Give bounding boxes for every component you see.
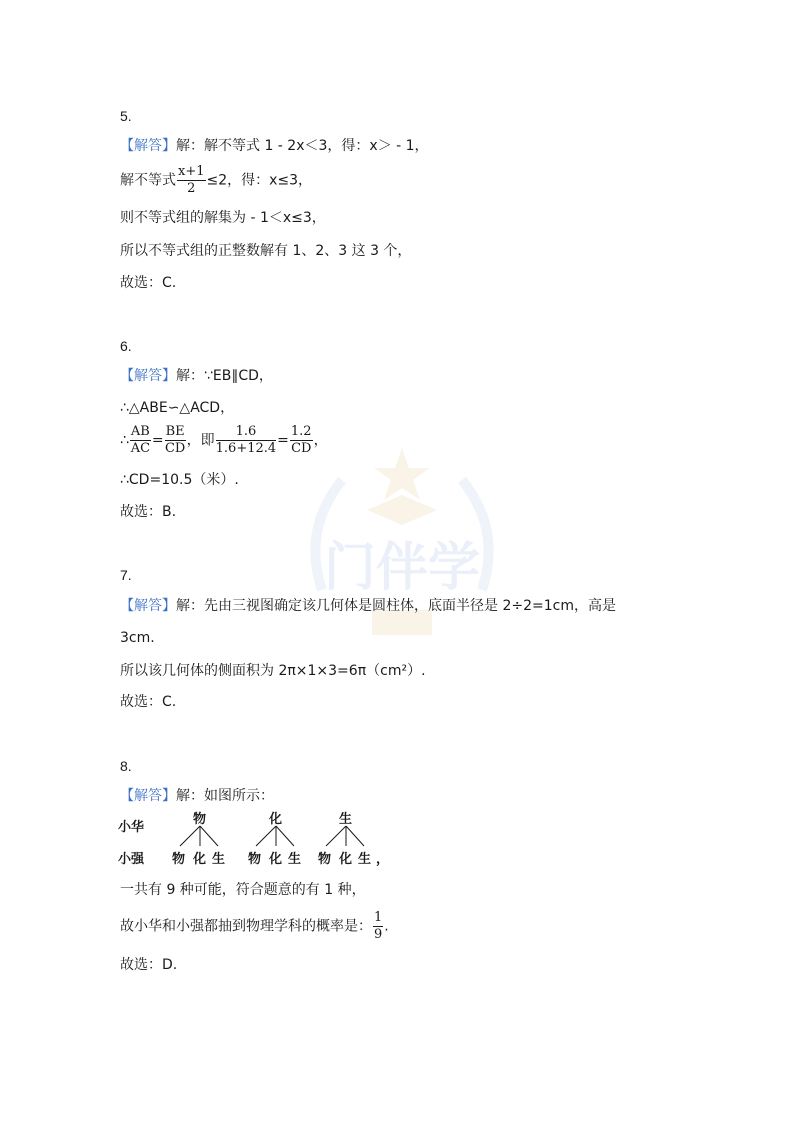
q6-f3-denominator: 1.6+12.4: [215, 441, 277, 456]
q5-line-5: 故选：C.: [120, 275, 177, 291]
tree-root-2: 化: [269, 812, 283, 827]
q6-line-4: ∴CD=10.5（米）.: [120, 472, 239, 488]
q5-number: 5.: [120, 108, 132, 124]
q8-text-1: 解：如图所示：: [176, 788, 274, 804]
q6-f4-numerator: 1.2: [290, 424, 312, 439]
q6-f2-denominator: CD: [164, 441, 186, 456]
q7-line-2: 3cm.: [120, 630, 155, 646]
q8-fraction: [373, 910, 383, 943]
q6-line-1: [120, 366, 273, 386]
q5-fraction-numerator: x+1: [178, 164, 205, 179]
tree-leaf: 化: [269, 852, 283, 867]
q7-number: 7.: [120, 567, 132, 583]
tree-leaf: 化: [193, 852, 207, 867]
q8-fraction-denominator: 9: [374, 927, 383, 942]
q8-line-2: 一共有 9 种可能，符合题意的有 1 种，: [120, 882, 366, 898]
q5-line-2: [120, 164, 312, 197]
tree-row-label-2: 小强: [118, 852, 145, 867]
q6-text-1: 解：∵EB∥CD，: [176, 368, 273, 384]
q8-fraction-numerator: 1: [374, 910, 383, 925]
q6-fraction-4: [290, 424, 313, 457]
q6-equals-1: =: [151, 432, 164, 449]
answer-tag: 【解答】: [120, 788, 176, 804]
q6-f3-numerator: 1.6: [216, 424, 277, 441]
q6-therefore: ∴: [120, 432, 129, 449]
q5-text-1: 解：解不等式 1 - 2x＜3，得：x＞ - 1，: [176, 138, 429, 154]
q8-number: 8.: [120, 758, 132, 774]
q7-line-1: [120, 596, 616, 616]
q6-f2-numerator: BE: [165, 424, 185, 439]
q7-text-1: 解：先由三视图确定该几何体是圆柱体，底面半径是 2÷2=1cm，高是: [176, 598, 616, 614]
answer-tag: 【解答】: [120, 138, 176, 154]
tree-leaf: 化: [339, 852, 353, 867]
q6-fraction-3: [216, 424, 277, 457]
q6-f1-denominator: AC: [130, 441, 151, 456]
tree-leaf: 物: [172, 852, 186, 867]
q6-fraction-1: [130, 424, 151, 457]
tree-root-1: 物: [193, 812, 207, 827]
q6-fraction-2: [165, 424, 186, 457]
probability-tree: [118, 806, 398, 872]
watermark-logo: [282, 440, 522, 670]
answer-tag: 【解答】: [120, 368, 176, 384]
q5-text-2-post: ≤2，得：x≤3，: [206, 172, 313, 189]
q6-f4-denominator: CD: [291, 441, 312, 456]
q5-line-4: 所以不等式组的正整数解有 1、2、3 这 3 个，: [120, 243, 412, 259]
q5-fraction: [177, 164, 206, 197]
watermark-text: 门伴学: [323, 538, 481, 598]
q6-line-2: ∴△ABE∽△ACD，: [120, 400, 235, 416]
answer-tag: 【解答】: [120, 598, 176, 614]
q8-text-3-post: .: [384, 918, 389, 935]
tree-trailing-comma: ，: [376, 852, 390, 867]
q5-line-3: 则不等式组的解集为 - 1＜x≤3，: [120, 210, 326, 226]
q5-text-2-pre: 解不等式: [120, 172, 176, 189]
tree-leaf: 生: [288, 852, 302, 867]
tree-leaf: 物: [318, 852, 332, 867]
q7-line-4: 故选：C.: [120, 694, 177, 710]
q6-number: 6.: [120, 338, 132, 354]
q6-equals-2: =: [277, 432, 289, 449]
tree-leaf: 生: [212, 852, 226, 867]
tree-leaf: 物: [248, 852, 262, 867]
q8-text-3-pre: 故小华和小强都抽到物理学科的概率是：: [120, 918, 372, 935]
q6-line-3: [120, 424, 328, 457]
q5-fraction-denominator: 2: [187, 181, 196, 196]
q7-line-3: 所以该几何体的侧面积为 2π×1×3=6π（cm²）.: [120, 663, 426, 679]
tree-leaf: 生: [358, 852, 372, 867]
tree-root-3: 生: [339, 812, 353, 827]
q8-line-4: 故选：D.: [120, 957, 178, 973]
q5-line-1: [120, 136, 429, 156]
q6-f1-numerator: AB: [130, 424, 150, 439]
q6-mid-text: ，即: [186, 432, 215, 449]
q8-line-3: [120, 910, 389, 943]
q6-line-5: 故选：B.: [120, 504, 177, 520]
q8-line-1: [120, 786, 274, 806]
q6-text-3-post: ，: [313, 432, 328, 449]
tree-row-label-1: 小华: [118, 820, 145, 835]
